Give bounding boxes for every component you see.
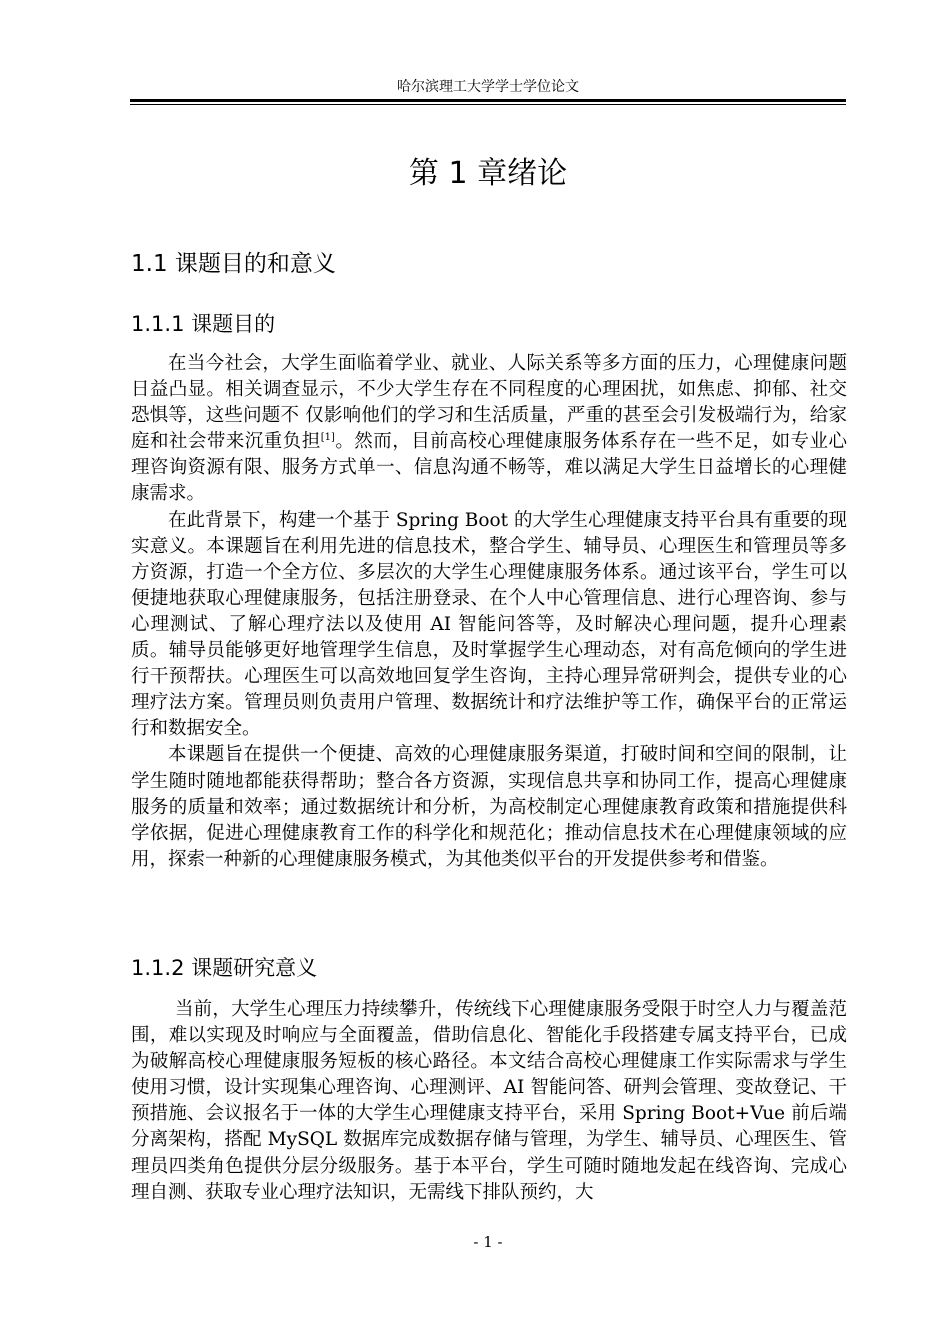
chapter-title: 第 1 章绪论 xyxy=(408,156,568,191)
paragraph: 在此背景下，构建一个基于 Spring Boot 的大学生心理健康支持平台具有重要的现实意义。本课题旨在利用先进的信息技术，整合学生、辅导员、心理医生和管理员等多方资源，打造一个全方位、多层次的大学生心理健康服务体系。通过该平台，学生可以便捷地获取心理健康服务，包括注册登录、在个人中心管理信息、进行心理咨询、参与心理测试、了解心理疗法以及使用 AI 智能问答等，及时解决心理问题，提升心理素质。辅导员能够更好地管理学生信息，及时掌握学生心理动态，对有高危倾向的学生进行干预帮扶。心理医生可以高效地回复学生咨询，主持心理异常研判会，提供专业的心理疗法方案。管理员则负责用户管理、数据统计和疗法维护等工作，确保平台的正常运行和数据安全。 xyxy=(131,509,847,740)
running-header: 哈尔滨理工大学学士学位论文 xyxy=(397,79,579,95)
paragraph xyxy=(131,351,847,508)
header-rule-thin xyxy=(130,104,846,105)
section-heading-1-1-2: 1.1.2 课题研究意义 xyxy=(131,956,318,980)
paragraph: 当前，大学生心理压力持续攀升，传统线下心理健康服务受限于时空人力与覆盖范围，难以实现及时响应与全面覆盖，借助信息化、智能化手段搭建专属支持平台，已成为破解高校心理健康服务短板的核心路径。本文结合高校心理健康工作实际需求与学生使用习惯，设计实现集心理咨询、心理测评、AI 智能问答、研判会管理、变故登记、干预措施、会议报名于一体的大学生心理健康支持平台，采用 Spring Boot+Vue 前后端分离架构，搭配 MySQL 数据库完成数据存储与管理，为学生、辅导员、心理医生、管理员四类角色提供分层分级服务。基于本平台，学生可随时随地发起在线咨询、完成心理自测、获取专业心理疗法知识，无需线下排队预约，大 xyxy=(131,999,847,1203)
header-rule-thick xyxy=(130,99,846,102)
section-heading-1-1: 1.1 课题目的和意义 xyxy=(131,251,336,277)
page-number: - 1 - xyxy=(473,1233,503,1251)
paragraph-text: 在当今社会，大学生面临着学业、就业、人际关系等多方面的压力，心理健康问题日益凸显。相关调查显示，不少大学生存在不同程度的心理困扰，如焦虑、抑郁、社交恐惧等，这些问题不 仅影响他们的学习和生活质量，严重的甚至会引发极端行为，给家庭和社会带来沉重负担 xyxy=(131,353,847,453)
paragraph-text: 。然而，目前高校心理健康服务体系存在一些不足，如专业心理咨询资源有限、服务方式单一、信息沟通不畅等，难以满足大学生日益增长的心理健康需求。 xyxy=(131,431,847,505)
citation-marker: [1] xyxy=(320,432,335,444)
section-1-1-2-body xyxy=(131,997,847,1206)
section-heading-1-1-1: 1.1.1 课题目的 xyxy=(131,312,276,336)
section-1-1-1-body xyxy=(131,351,847,873)
paragraph: 本课题旨在提供一个便捷、高效的心理健康服务渠道，打破时间和空间的限制，让学生随时随地都能获得帮助；整合各方资源，实现信息共享和协同工作，提高心理健康服务的质量和效率；通过数据统计和分析，为高校制定心理健康教育政策和措施提供科学依据，促进心理健康教育工作的科学化和规范化；推动信息技术在心理健康领域的应用，探索一种新的心理健康服务模式，为其他类似平台的开发提供参考和借鉴。 xyxy=(131,744,847,870)
